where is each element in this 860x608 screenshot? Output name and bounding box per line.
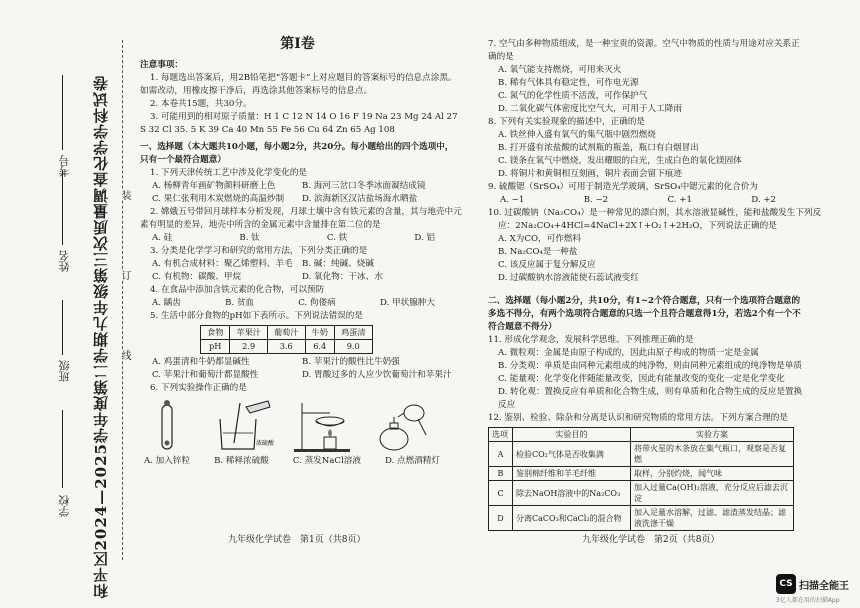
note-3: 3. 可能用到的相对原子质量：H 1 C 12 N 14 O 16 F 19 Na 23 Mg 24 Al 27 xyxy=(150,112,458,122)
name-label: 姓名 xyxy=(58,250,71,272)
question-11: 11. 形成化学观念，发展科学思维。下列推理正确的是 xyxy=(488,335,694,345)
page-one-footer: 九年级化学试卷 第1页（共8页） xyxy=(228,535,366,545)
q4-option-b: B. 贫血 xyxy=(225,298,255,308)
page-two-footer: 九年级化学试卷 第2页（共8页） xyxy=(582,535,720,545)
scanner-logo-text: 扫描全能王 xyxy=(799,580,849,592)
exam-no-line xyxy=(62,75,63,150)
table-cell: 2.9 xyxy=(230,340,268,354)
table-cell: pH xyxy=(201,340,230,354)
table-header: 实验目的 xyxy=(513,428,631,442)
section-two-heading: 二、选择题（每小题2分，共10分，有1~2个符合题意，只有一个选项符合题意的多选不得分，有两个选项符合题意的只选一个且符合题意得1分，若选2个有一个不符合题意不得分） xyxy=(488,296,801,332)
table-cell: A xyxy=(489,442,513,467)
question-4: 4. 在食品中添加含铁元素的化合物，可以预防 xyxy=(150,285,325,295)
q3-option-a: A. 有机合成材料：聚乙烯塑料、羊毛 xyxy=(152,259,293,269)
cs-logo-icon: CS xyxy=(776,574,796,594)
q11-option-d: D. 转化观：置换反应有单质和化合物生成，则有单质和化合物生成的反应是置换反应 xyxy=(498,387,803,410)
seal-mark-2: 订 xyxy=(119,270,130,280)
question-8: 8. 下列有关实验现象的描述中，正确的是 xyxy=(488,117,646,127)
table-cell: 将带火星的木条放在集气瓶口，观察是否复燃 xyxy=(631,442,794,467)
table-cell: 9.0 xyxy=(334,340,372,354)
table-row xyxy=(489,481,794,506)
table-header: 实验方案 xyxy=(631,428,794,442)
q1-option-c: C. 果仁张利用木炭燃烧的高温炒制 xyxy=(152,194,285,204)
question-2: 2. 嫦娥五号带回月球样本分析发现，月球土壤中含有铁元素的含量，其与地壳中元 xyxy=(150,207,462,217)
q3-option-b: B. 碱：纯碱、烧碱 xyxy=(302,259,374,269)
q6-option-a: A. 加入锌粒 xyxy=(144,456,191,466)
q7-option-d: D. 二氧化碳气体密度比空气大，可用于人工降雨 xyxy=(498,104,682,114)
seal-mark-3: 线 xyxy=(119,350,130,360)
table-cell: 牛奶 xyxy=(305,326,334,340)
table-header-row xyxy=(489,428,794,442)
q10-option-c: C. 该反应属于复分解反应 xyxy=(498,260,596,270)
school-label: 学校 xyxy=(58,495,71,517)
q2-option-b: B. 钛 xyxy=(239,233,260,243)
notes-heading: 注意事项： xyxy=(140,60,183,70)
table-cell: B xyxy=(489,467,513,481)
question-2-cont: 素有明显的差异，地壳中所含的金属元素中含量排在第二位的是 xyxy=(140,220,381,230)
q7-option-b: B. 稀有气体具有稳定性，可作电光源 xyxy=(498,78,639,88)
table-cell: 食物 xyxy=(201,326,230,340)
scanner-logo xyxy=(776,574,849,594)
table-cell: 3.6 xyxy=(267,340,305,354)
table-cell: D xyxy=(489,506,513,531)
q9-option-c: C. +1 xyxy=(667,195,692,205)
experiment-table xyxy=(488,427,794,531)
q8-option-b: B. 打开盛有浓盐酸的试剂瓶的瓶盖，瓶口有白烟冒出 xyxy=(498,143,699,153)
q8-option-c: C. 镁条在氧气中燃烧，发出耀眼的白光，生成白色的氧化镁固体 xyxy=(498,156,742,166)
page-one-column xyxy=(140,36,462,468)
table-cell: 苹果汁 xyxy=(230,326,268,340)
class-label: 班级 xyxy=(58,360,71,382)
question-9: 9. 硫酸锶（SrSO₄）可用于制造光学玻璃，SrSO₄中锶元素的化合价为 xyxy=(488,182,758,192)
q6-option-c: C. 蒸发NaCl溶液 xyxy=(292,456,361,466)
table-cell: 检验CO₂气体是否收集满 xyxy=(513,442,631,467)
q9-option-d: D. +2 xyxy=(751,195,776,205)
school-line xyxy=(62,410,63,488)
binding-dashed-line xyxy=(122,40,123,560)
q10-option-b: B. Na₂CO₄是一种盐 xyxy=(498,247,578,257)
exam-title-vertical: 和平区2024—2025学年度第二学期九年级第三次质量调查化学学科试卷 xyxy=(92,75,110,599)
table-cell: 鉴别棉纤维和羊毛纤维 xyxy=(513,467,631,481)
table-row xyxy=(489,506,794,531)
scanner-tagline: 3亿人都在用的扫描App xyxy=(776,597,840,604)
note-1: 1. 每题选出答案后，用2B铅笔把“答题卡”上对应题目的答案标号的信息点涂黑。 xyxy=(150,73,457,83)
table-cell: 取样，分别灼烧，闻气味 xyxy=(631,467,794,481)
q9-option-b: B. −2 xyxy=(583,195,609,205)
q2-option-a: A. 硅 xyxy=(152,233,173,243)
question-12: 12. 鉴别、检验、除杂和分离是认识和研究物质的常用方法。下列方案合理的是 xyxy=(488,413,788,423)
q11-option-a: A. 微粒观：金属是由原子构成的，因此由原子构成的物质一定是金属 xyxy=(498,348,759,358)
section-one-heading: 一、选择题（本大题共10小题，每小题2分，共20分。每小题给出的四个选项中，只有一个最符合题意） xyxy=(140,142,454,165)
table-cell: 加入过量Ca(OH)₂溶液，充分反应后滤去沉淀 xyxy=(631,481,794,506)
table-row xyxy=(489,442,794,467)
q2-option-c: C. 铁 xyxy=(326,233,348,243)
table-header: 选项 xyxy=(489,428,513,442)
question-1: 1. 下列天津传统工艺中涉及化学变化的是 xyxy=(150,168,308,178)
question-10: 10. 过碳酸钠（Na₂CO₄）是一种常见的漂白剂，其水溶液显碱性，能和盐酸发生下列反 xyxy=(488,208,822,218)
table-cell: 鸡蛋清 xyxy=(334,326,372,340)
question-10-cont: 应：2Na₂CO₄+4HCl=4NaCl+2X↑+O₂↑+2H₂O，下列说法正确的是 xyxy=(498,221,777,231)
question-3: 3. 分类是化学学习和研究的常用方法，下列分类正确的是 xyxy=(150,246,368,256)
alcohol-lamp-figure xyxy=(370,399,440,455)
q8-option-a: A. 铁丝伸入盛有氧气的集气瓶中剧烈燃烧 xyxy=(498,130,656,140)
class-line xyxy=(62,300,63,355)
page-two-column xyxy=(488,38,822,531)
note-1b: 如需改动，用橡皮擦干净后，再选涂其他答案标号的信息点。 xyxy=(140,86,373,96)
q4-option-a: A. 龋齿 xyxy=(152,298,181,308)
table-cell: 6.4 xyxy=(305,340,334,354)
q7-option-a: A. 氧气能支持燃烧，可用来灭火 xyxy=(498,65,622,75)
table-cell: 分离CaCO₃和CaCl₂的混合物 xyxy=(513,506,631,531)
acid-label: 浓硫酸 xyxy=(256,440,275,447)
q1-option-d: D. 滨海新区汉沽盐场海水晒盐 xyxy=(302,194,418,204)
q2-option-d: D. 铝 xyxy=(414,233,435,243)
note-2: 2. 本卷共15题，共30分。 xyxy=(150,99,252,109)
food-ph-table xyxy=(200,325,373,354)
q7-option-c: C. 氮气的化学性质不活泼，可作保护气 xyxy=(498,91,648,101)
q11-option-b: B. 分类观：单质是由同种元素组成的纯净物，则由同种元素组成的纯净物是单质 xyxy=(498,361,802,371)
table-row xyxy=(489,467,794,481)
q6-option-b: B. 稀释浓硫酸 xyxy=(214,456,269,466)
table-cell: 加入足量水溶解，过滤、滤渣蒸发结晶；滤液洗涤干燥 xyxy=(631,506,794,531)
note-3b: S 32 Cl 35. 5 K 39 Ca 40 Mn 55 Fe 56 Cu 64 Zn 65 Ag 108 xyxy=(140,125,395,135)
evaporation-figure xyxy=(290,399,360,455)
seal-mark-1: 装 xyxy=(119,190,130,200)
q10-option-d: D. 过碳酸钠水溶液能使石蕊试液变红 xyxy=(498,273,639,283)
q4-option-d: D. 甲状腺肿大 xyxy=(379,298,435,308)
q9-option-a: A. −1 xyxy=(500,195,525,205)
question-7: 7. 空气由多种物质组成，是一种宝贵的资源。空气中物质的性质与用途对应关系正确的是 xyxy=(488,39,800,62)
q5-option-d: D. 胃酸过多的人应少饮葡萄汁和苹果汁 xyxy=(302,370,452,380)
q5-option-c: C. 苹果汁和葡萄汁都显酸性 xyxy=(152,370,259,380)
table-row xyxy=(201,340,373,354)
lab-figures xyxy=(140,399,440,455)
q5-option-b: B. 苹果汁的酸性比牛奶强 xyxy=(302,357,400,367)
table-row xyxy=(201,326,373,340)
q3-option-c: C. 有机物：碳酸、甲烷 xyxy=(152,272,242,282)
exam-no-label: 考号 xyxy=(58,155,71,177)
table-cell: 除去NaOH溶液中的Na₂CO₃ xyxy=(513,481,631,506)
name-line xyxy=(62,170,63,245)
dilute-acid-figure xyxy=(210,399,280,455)
question-6: 6. 下列实验操作正确的是 xyxy=(150,383,247,393)
q8-option-d: D. 将铜片和黄铜相互刻画，铜片表面会留下痕迹 xyxy=(498,169,682,179)
test-tube-zinc-figure xyxy=(140,399,200,455)
table-cell: C xyxy=(489,481,513,506)
q3-option-d: D. 氧化物：干冰、水 xyxy=(302,272,383,282)
q4-option-c: C. 佝偻病 xyxy=(298,298,336,308)
q1-option-a: A. 杨柳青年画矿物颜料研磨上色 xyxy=(152,181,276,191)
q10-option-a: A. X为CO，可作燃料 xyxy=(498,234,581,244)
question-5: 5. 生活中部分食物的pH如下表所示。下列说法错误的是 xyxy=(150,311,363,321)
q6-option-d: D. 点燃酒精灯 xyxy=(384,456,440,466)
table-cell: 葡萄汁 xyxy=(267,326,305,340)
volume-title: 第Ⅰ卷 xyxy=(280,36,315,52)
q1-option-b: B. 海河三岔口冬季冰面凝结成镜 xyxy=(302,181,426,191)
q5-option-a: A. 鸡蛋清和牛奶都显碱性 xyxy=(152,357,250,367)
q11-option-c: C. 能量观：化学变化伴随能量改变，因此有能量改变的变化一定是化学变化 xyxy=(498,374,785,384)
